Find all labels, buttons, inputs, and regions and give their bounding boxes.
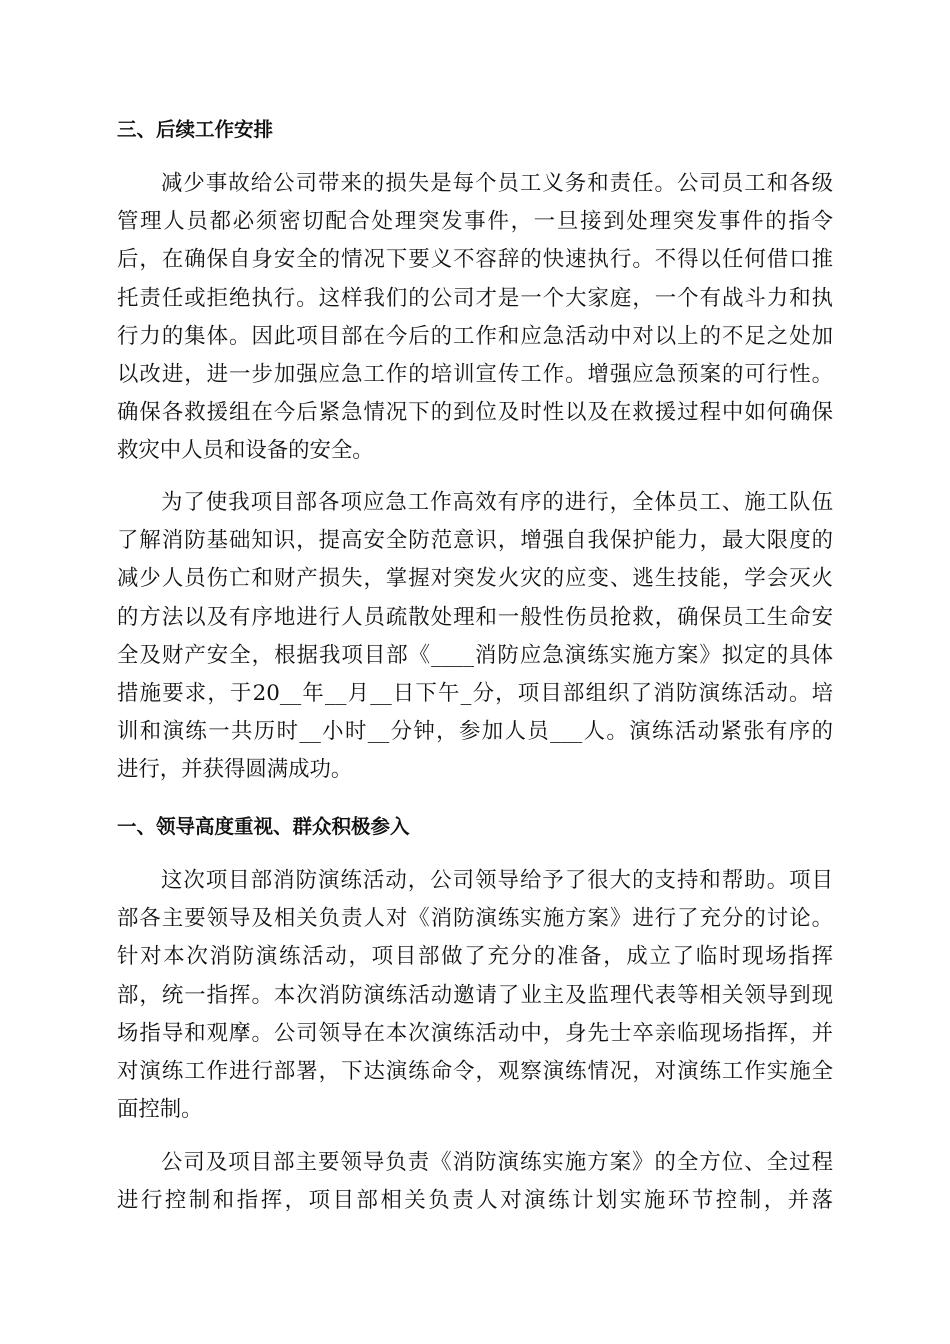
text-line: 托责任或拒绝执行。这样我们的公司才是一个大家庭，一个有战斗力和执 (117, 285, 833, 311)
text-line: 行力的集体。因此项目部在今后的工作和应急活动中对以上的不足之处加 (117, 323, 833, 349)
text-line: 的方法以及有序地进行人员疏散处理和一般性伤员抢救，确保员工生命安 (117, 604, 833, 630)
paragraph-leadership-1 (117, 862, 833, 1129)
text-line: 对演练工作进行部署，下达演练命令，观察演练情况，对演练工作实施全 (117, 1058, 833, 1084)
text-line: 减少事故给公司带来的损失是每个员工义务和责任。公司员工和各级 (161, 171, 833, 196)
text-line: 公司及项目部主要领导负责《消防演练实施方案》的全方位、全过程 (161, 1150, 833, 1175)
section-heading-leadership: 一、领导高度重视、群众积极参入 (117, 815, 410, 838)
paragraph-follow-up-2 (117, 484, 833, 790)
text-line: 面控制。 (117, 1097, 203, 1123)
text-line: 部各主要领导及相关负责人对《消防演练实施方案》进行了充分的讨论。 (117, 906, 833, 932)
text-line: 措施要求，于20__年__月__日下午_分，项目部组织了消防演练活动。培 (117, 680, 833, 706)
text-line: 进行，并获得圆满成功。 (117, 757, 353, 783)
text-line: 减少人员伤亡和财产损失，掌握对突发火灾的应变、逃生技能，学会灭火 (117, 566, 833, 592)
text-line: 训和演练一共历时__小时__分钟，参加人员___人。演练活动紧张有序的 (117, 719, 833, 745)
paragraph-follow-up-1 (117, 165, 833, 471)
text-line: 救灾中人员和设备的安全。 (117, 438, 374, 464)
text-line: 场指导和观摩。公司领导在本次演练活动中，身先士卒亲临现场指挥，并 (117, 1020, 833, 1046)
text-line: 针对本次消防演练活动，项目部做了充分的准备，成立了临时现场指挥 (117, 944, 833, 970)
paragraph-leadership-2 (117, 1144, 833, 1220)
text-line: 部，统一指挥。本次消防演练活动邀请了业主及监理代表等相关领导到现 (117, 982, 833, 1008)
text-line: 管理人员都必须密切配合处理突发事件，一旦接到处理突发事件的指令 (117, 209, 833, 235)
text-line: 全及财产安全，根据我项目部《____消防应急演练实施方案》拟定的具体 (117, 642, 833, 668)
text-line: 后，在确保自身安全的情况下要义不容辞的快速执行。不得以任何借口推 (117, 247, 833, 273)
text-line: 确保各救援组在今后紧急情况下的到位及时性以及在救援过程中如何确保 (117, 400, 833, 426)
text-line: 这次项目部消防演练活动，公司领导给予了很大的支持和帮助。项目 (161, 868, 833, 893)
section-heading-follow-up: 三、后续工作安排 (117, 118, 274, 141)
text-line: 进行控制和指挥，项目部相关负责人对演练计划实施环节控制，并落 (117, 1188, 833, 1214)
text-line: 了解消防基础知识，提高安全防范意识，增强自我保护能力，最大限度的 (117, 528, 833, 554)
text-line: 以改进，进一步加强应急工作的培训宣传工作。增强应急预案的可行性。 (117, 361, 833, 387)
text-line: 为了使我项目部各项应急工作高效有序的进行，全体员工、施工队伍 (161, 490, 833, 515)
